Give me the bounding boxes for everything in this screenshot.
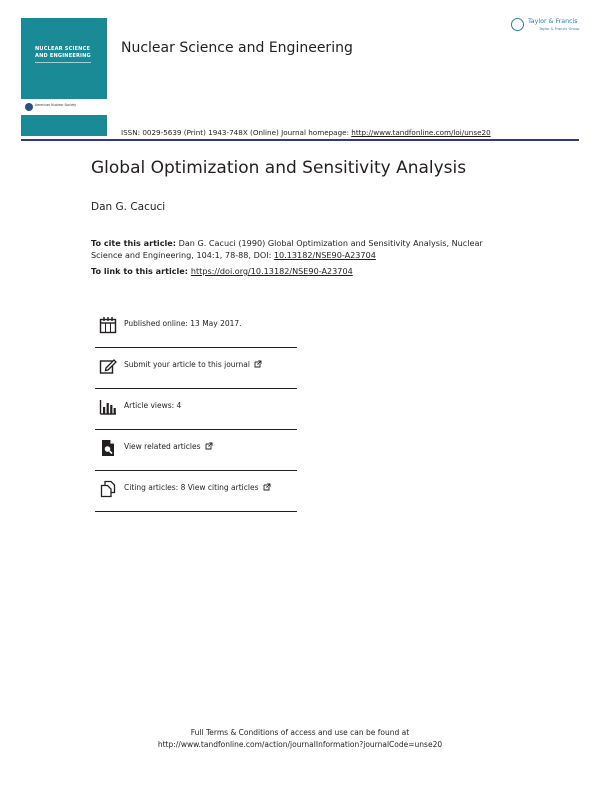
submit-article-label: Submit your article to this journal <box>124 360 250 369</box>
cite-doi-link[interactable]: 10.13182/NSE90-A23704 <box>273 250 376 261</box>
footer-terms-url[interactable]: http://www.tandfonline.com/action/journalInformation?journalCode=unse20 <box>157 740 443 749</box>
related-articles-label: View related articles <box>124 442 201 451</box>
article-views-row <box>95 389 297 430</box>
external-link-icon <box>254 360 262 368</box>
article-title: Global Optimization and Sensitivity Analysis <box>91 158 467 178</box>
cover-society-name: American Nuclear Society <box>35 103 77 107</box>
document-search-icon <box>99 439 117 457</box>
citing-articles-row[interactable] <box>95 471 297 512</box>
issn-line <box>121 128 491 137</box>
external-link-icon <box>205 442 213 450</box>
copy-icon <box>99 480 117 498</box>
link-block <box>91 266 353 276</box>
published-date: Published online: 13 May 2017. <box>124 319 242 328</box>
footer <box>0 727 600 751</box>
article-info-list <box>95 307 297 512</box>
cite-label: To cite this article: <box>91 238 177 248</box>
cover-title: NUCLEAR SCIENCE AND ENGINEERING <box>35 46 91 59</box>
article-author: Dan G. Cacuci <box>91 201 166 213</box>
journal-cover <box>21 18 107 136</box>
publisher-name: Taylor & Francis <box>528 18 578 25</box>
calendar-icon <box>99 316 117 334</box>
footer-terms: Full Terms & Conditions of access and use can be found at <box>190 728 410 737</box>
citation-block <box>91 237 491 261</box>
edit-icon <box>99 357 117 375</box>
submit-article-link[interactable] <box>124 360 262 369</box>
submit-article-row[interactable] <box>95 348 297 389</box>
published-row <box>95 307 297 348</box>
header-rule <box>21 139 579 141</box>
publisher-logo-icon <box>511 18 524 31</box>
publisher-logo <box>511 16 583 36</box>
journal-title: Nuclear Science and Engineering <box>121 40 353 56</box>
cover-divider <box>35 62 91 63</box>
article-views: Article views: 4 <box>124 401 182 410</box>
bar-chart-icon <box>99 398 117 416</box>
link-label: To link to this article: <box>91 266 191 276</box>
cover-society-band <box>21 99 107 115</box>
related-articles-link[interactable] <box>124 442 213 451</box>
society-logo-icon <box>25 103 33 111</box>
article-doi-link[interactable]: https://doi.org/10.13182/NSE90-A23704 <box>190 266 353 276</box>
external-link-icon <box>263 483 271 491</box>
issn-text: ISSN: 0029-5639 (Print) 1943-748X (Online) Journal homepage: <box>121 128 352 137</box>
journal-homepage-link[interactable]: http://www.tandfonline.com/loi/unse20 <box>351 128 491 137</box>
citing-articles-link[interactable] <box>124 483 271 492</box>
publisher-tagline: Taylor & Francis Group <box>539 27 580 31</box>
related-articles-row[interactable] <box>95 430 297 471</box>
cite-text: Dan G. Cacuci (1990) Global Optimization and Sensitivity Analysis, Nuclear Science and Engineering, 104:1, 78-88, DOI: <box>91 238 483 261</box>
citing-articles-label: Citing articles: 8 View citing articles <box>124 483 259 492</box>
